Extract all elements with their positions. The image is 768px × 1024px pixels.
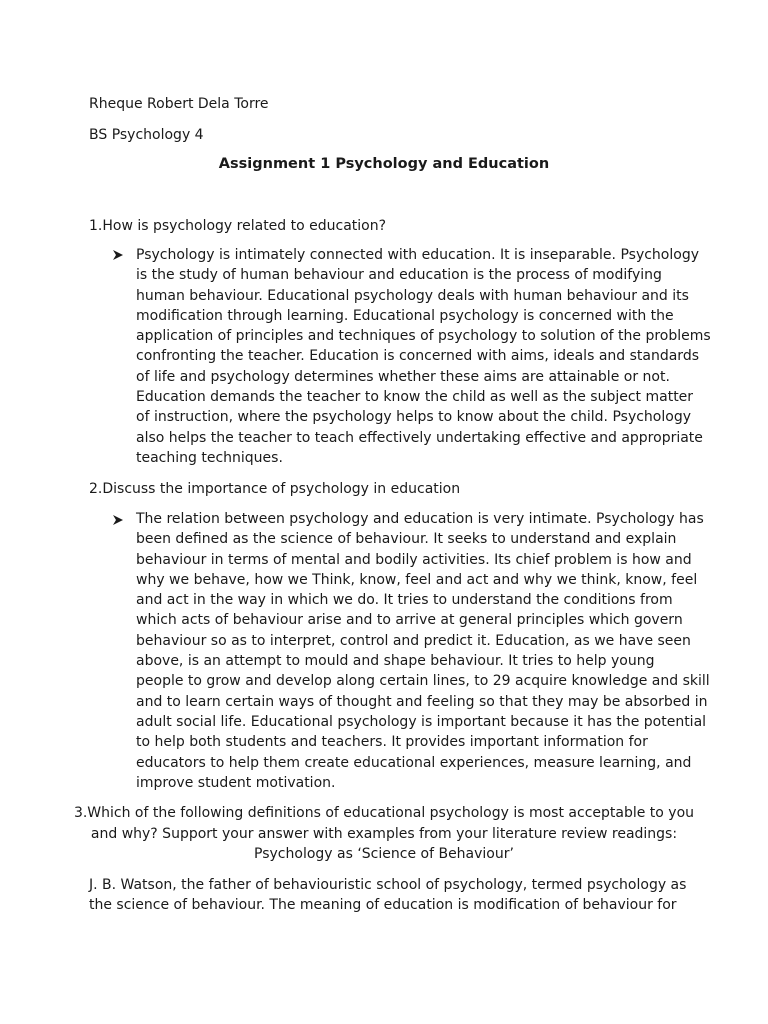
answer-line: and act in the way in which we do. It tries to understand the conditions from bbox=[136, 592, 673, 609]
answer-2 bbox=[136, 509, 710, 793]
paragraph-line: J. B. Watson, the father of behaviouristic school of psychology, termed psychology as bbox=[89, 877, 687, 893]
answer-line: behaviour so as to interpret, control and predict it. Education, as we have seen bbox=[136, 632, 691, 649]
answer-line: Education demands the teacher to know the child as well as the subject matter bbox=[136, 389, 694, 406]
question-3-line: and why? Support your answer with examples from your literature review readings: bbox=[90, 826, 678, 842]
answer-line: adult social life. Educational psychology is important because it has the potential bbox=[136, 713, 707, 730]
answer-line: human behaviour. Educational psychology deals with human behaviour and its bbox=[136, 287, 689, 304]
answer-line: improve student motivation. bbox=[136, 774, 336, 791]
answer-line: The relation between psychology and education is very intimate. Psychology has bbox=[136, 511, 704, 527]
question-3-line: 3.Which of the following definitions of educational psychology is most acceptable to you bbox=[73, 805, 695, 821]
answer-line: teaching techniques. bbox=[136, 449, 283, 466]
answer-line: confronting the teacher. Education is concerned with aims, ideals and standards bbox=[136, 348, 700, 365]
answer-line: and to learn certain ways of thought and feeling so that they may be absorbed in bbox=[136, 693, 708, 710]
answer-line: modification through learning. Educational psychology is concerned with the bbox=[136, 307, 674, 324]
answer-line: also helps the teacher to teach effectively undertaking effective and appropriate bbox=[136, 429, 703, 446]
answer-line: is the study of human behaviour and education is the process of modifying bbox=[136, 267, 662, 284]
author-name: Rheque Robert Dela Torre bbox=[89, 96, 269, 112]
answer-line: application of principles and techniques of psychology to solution of the problems bbox=[136, 328, 711, 345]
answer-line: educators to help them create educational experiences, measure learning, and bbox=[136, 754, 692, 771]
answer-line: people to grow and develop along certain lines, to 29 acquire knowledge and skill bbox=[136, 673, 710, 690]
answer-line: of life and psychology determines whether these aims are attainable or not. bbox=[136, 368, 670, 385]
answer-line: been defined as the science of behaviour. It seeks to understand and explain bbox=[136, 531, 677, 548]
bullet-arrow-icon bbox=[112, 514, 124, 526]
final-paragraph bbox=[89, 875, 689, 916]
assignment-title: Assignment 1 Psychology and Education bbox=[218, 156, 550, 172]
answer-line: behaviour in terms of mental and bodily activities. Its chief problem is how and bbox=[136, 551, 692, 568]
paragraph-line: the science of behaviour. The meaning of education is modification of behaviour for bbox=[89, 897, 677, 914]
question-2: 2.Discuss the importance of psychology in education bbox=[89, 481, 461, 497]
bullet-arrow-icon bbox=[112, 249, 124, 261]
answer-line: to help both students and teachers. It provides important information for bbox=[136, 734, 648, 751]
answer-line: which acts of behaviour arise and to arrive at general principles which govern bbox=[136, 612, 683, 629]
answer-line: of instruction, where the psychology helps to know about the child. Psychology bbox=[136, 409, 691, 426]
course-name: BS Psychology 4 bbox=[89, 127, 204, 143]
question-3-subtitle: Psychology as ‘Science of Behaviour’ bbox=[254, 846, 514, 862]
answer-1 bbox=[136, 245, 711, 468]
answer-line: why we behave, how we Think, know, feel and act and why we think, know, feel bbox=[136, 571, 698, 588]
question-1: 1.How is psychology related to education? bbox=[89, 218, 387, 234]
answer-line: above, is an attempt to mould and shape behaviour. It tries to help young bbox=[136, 653, 655, 670]
answer-line: Psychology is intimately connected with education. It is inseparable. Psychology bbox=[136, 247, 699, 263]
